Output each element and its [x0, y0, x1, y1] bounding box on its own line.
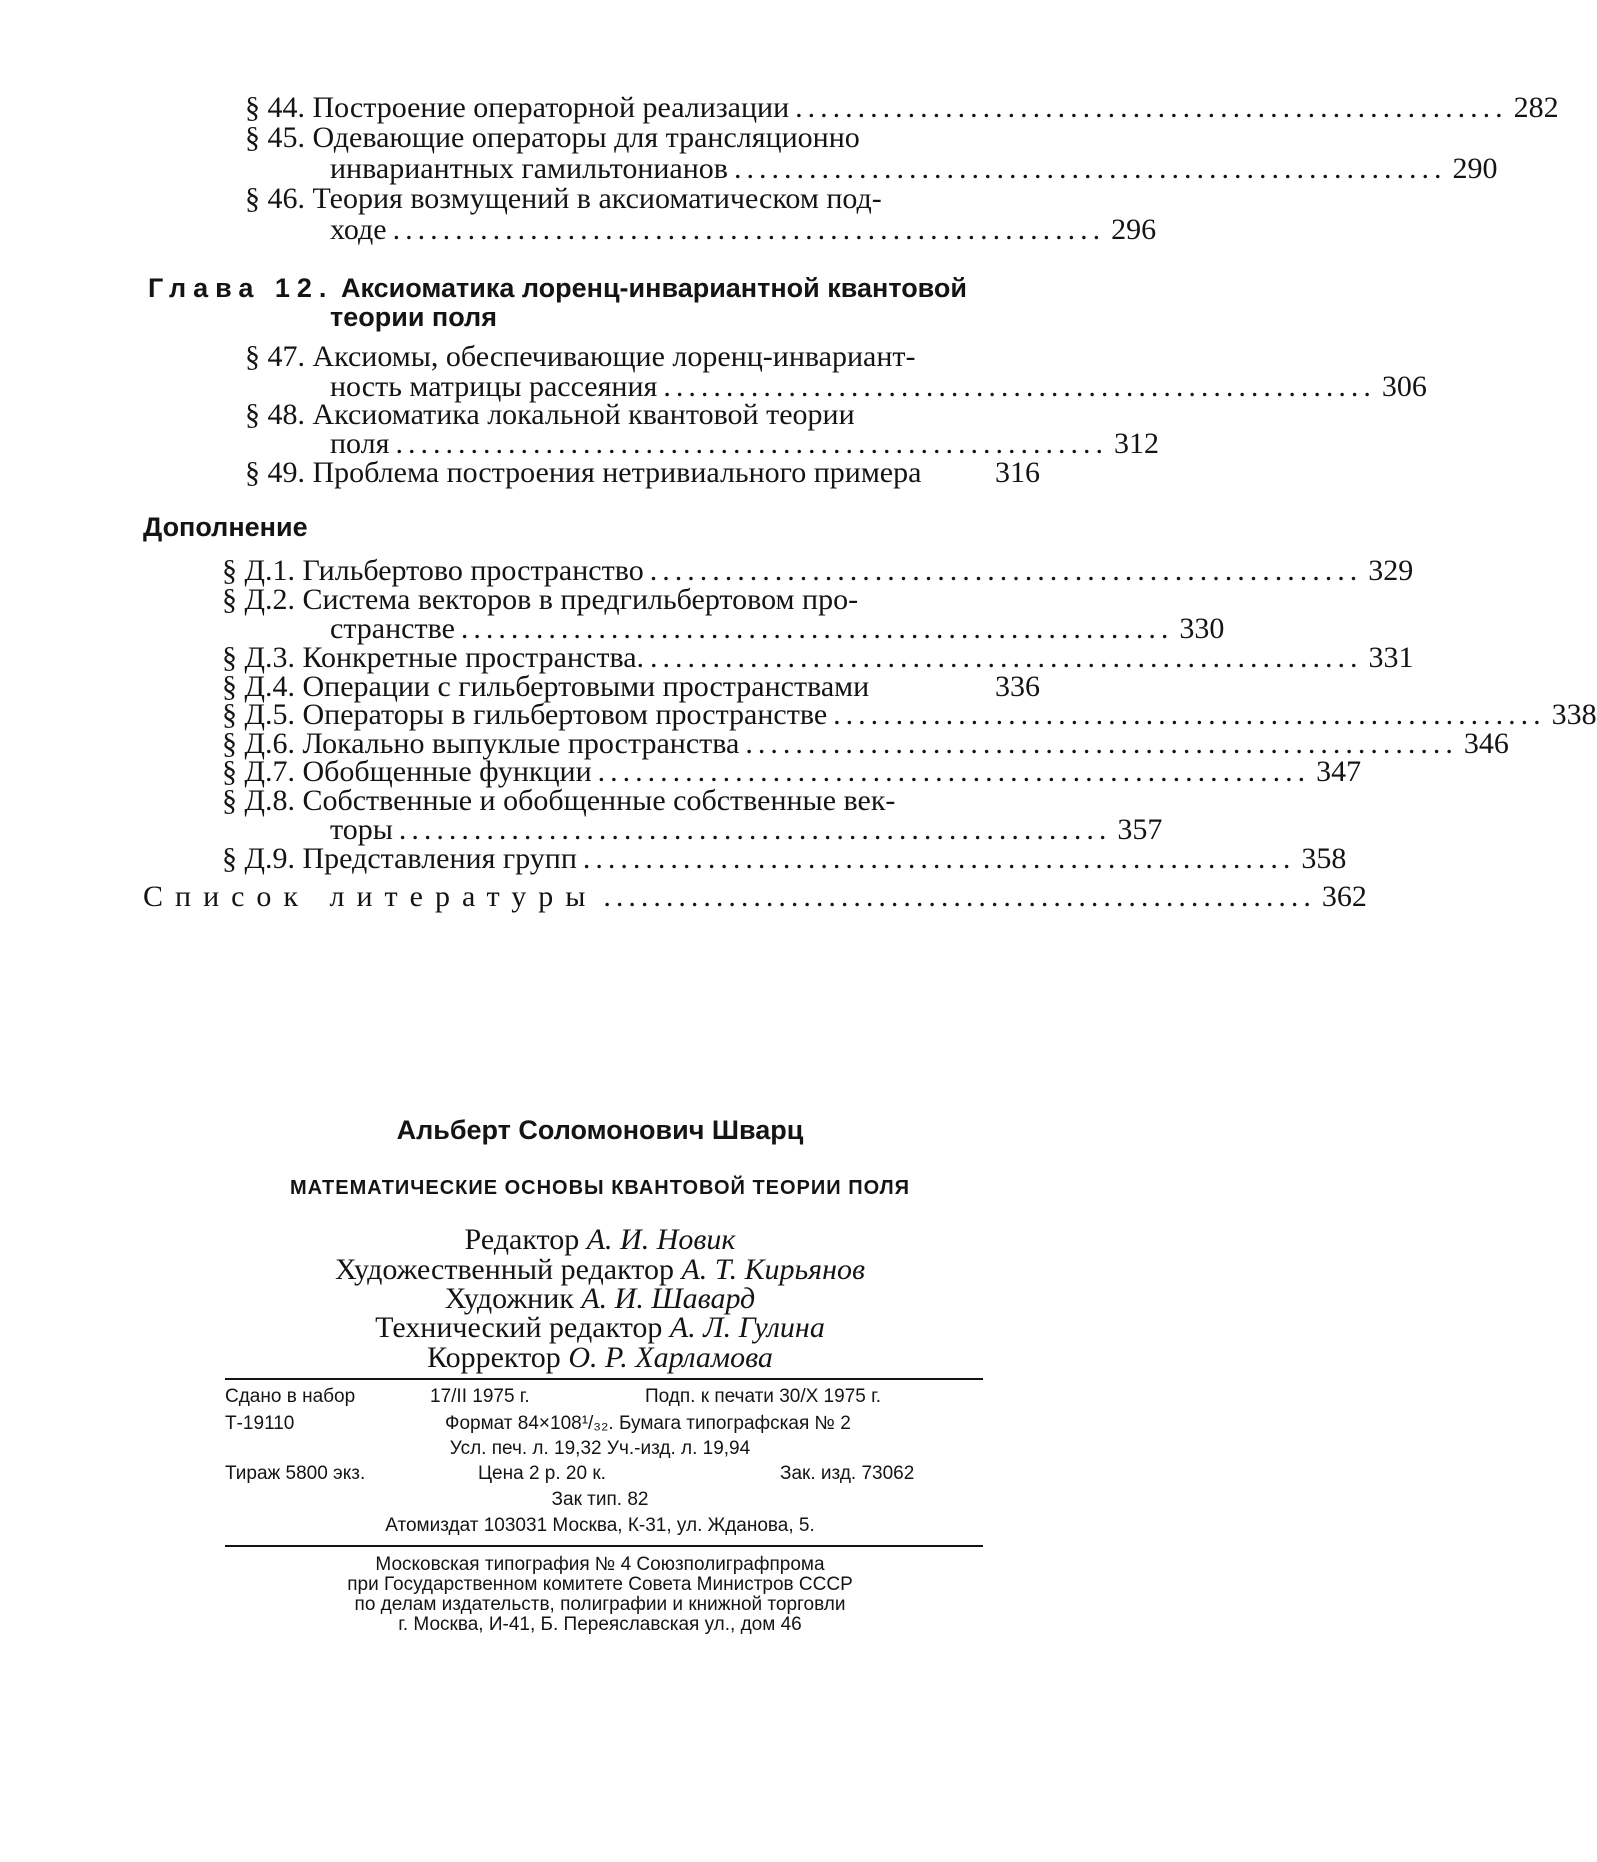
- toc-entry-45-line1: [245, 123, 860, 153]
- toc-entry-d5: [222, 698, 1597, 731]
- printer-line-3: по делам издательств, полиграфии и книжной торговли: [354, 1594, 846, 1615]
- toc-entry-d2-line2: [330, 612, 1225, 645]
- toc-entry-d8-line2: [330, 813, 1163, 846]
- chapter-title-cont: теории поля: [330, 302, 497, 332]
- page-number: 282: [1513, 91, 1559, 124]
- references-title: Список литературы: [143, 880, 598, 913]
- imprint-code: Т-19110: [225, 1413, 295, 1434]
- divider-rule: [225, 1545, 983, 1547]
- chapter-12-heading-line2: [330, 302, 497, 332]
- leader-dots: .........................................................: [650, 641, 1363, 674]
- book-title: МАТЕМАТИЧЕСКИЕ ОСНОВЫ КВАНТОВОЙ ТЕОРИИ ПОЛЯ: [289, 1177, 911, 1199]
- credit-tech-editor: [0, 1313, 1200, 1343]
- section-number: § 46.: [245, 182, 305, 215]
- credit-name: А. Т. Кирьянов: [681, 1253, 866, 1286]
- toc-entry-d8-line1: [222, 786, 895, 816]
- page-number: 296: [1111, 213, 1157, 246]
- section-title: Гильбертово пространство: [302, 554, 644, 587]
- leader-dots: .........................................................: [795, 91, 1508, 124]
- appendix-heading: [143, 512, 308, 542]
- toc-entry-d9: [222, 842, 1347, 875]
- chapter-title: Аксиоматика лоренц-инвариантной квантовой: [340, 273, 968, 303]
- section-title: Операторы в гильбертовом пространстве: [302, 698, 828, 731]
- credit-role: Художник: [444, 1282, 574, 1315]
- leader-dots: .........................................................: [395, 427, 1108, 460]
- imprint-publisher: Атомиздат 103031 Москва, К-31, ул. Жданова, 5.: [385, 1515, 815, 1536]
- page-number: 306: [1381, 370, 1427, 403]
- section-title: Аксиоматика локальной квантовой теории: [312, 398, 855, 431]
- section-title: Локально выпуклые пространства: [302, 727, 740, 760]
- imprint-sent-date: 17/II 1975 г.: [430, 1386, 530, 1407]
- imprint-signed: Подп. к печати 30/X 1975 г.: [645, 1386, 881, 1407]
- section-title: Аксиомы, обеспечивающие лоренц-инвариант-: [312, 340, 916, 373]
- page-number: 290: [1452, 152, 1498, 185]
- imprint-sent-label: Сдано в набор: [225, 1386, 356, 1407]
- toc-entry-d2-line1: [222, 585, 858, 615]
- chapter-12-heading: [148, 273, 967, 303]
- section-title: Представления групп: [302, 842, 577, 875]
- page-number: 329: [1368, 554, 1414, 587]
- section-title-cont: ность матрицы рассеяния: [330, 370, 658, 403]
- credit-role: Корректор: [427, 1341, 561, 1374]
- section-number: § Д.8.: [222, 784, 295, 817]
- credit-art-editor: [0, 1255, 1200, 1285]
- section-number: § Д.2.: [222, 583, 295, 616]
- section-title: Операции с гильбертовыми пространствами: [302, 670, 870, 703]
- section-title: Собственные и обобщенные собственные век-: [302, 784, 896, 817]
- imprint-order-pub: Зак. изд. 73062: [780, 1463, 915, 1484]
- leader-dots: .........................................................: [649, 554, 1363, 587]
- section-title-cont: странстве: [330, 612, 455, 645]
- credit-role: Технический редактор: [375, 1311, 663, 1344]
- credit-role: Художественный редактор: [334, 1253, 674, 1286]
- page-number: 357: [1117, 813, 1163, 846]
- section-number: § 45.: [245, 121, 305, 154]
- section-number: § Д.7.: [222, 755, 295, 788]
- page-number: 358: [1301, 842, 1347, 875]
- printer-line-4: г. Москва, И-41, Б. Переяславская ул., дом 46: [398, 1614, 802, 1635]
- leader-dots: .........................................................: [460, 612, 1174, 645]
- printer-line-1: Московская типография № 4 Союзполиграфпрома: [375, 1554, 825, 1575]
- printer-line-2: при Государственном комитете Совета Министров СССР: [347, 1574, 853, 1595]
- section-title: Проблема построения нетривиального примера: [312, 456, 922, 489]
- toc-entry-45-line2: [330, 152, 1498, 185]
- page-number: 338: [1551, 698, 1597, 731]
- section-number: § 48.: [245, 398, 305, 431]
- section-number: § 47.: [245, 340, 305, 373]
- section-title-cont: поля: [330, 427, 390, 460]
- section-number: § Д.9.: [222, 842, 295, 875]
- section-title-cont: торы: [330, 813, 393, 846]
- toc-entry-d7: [222, 755, 1362, 788]
- page-number: 362: [1321, 880, 1367, 913]
- section-title: Конкретные пространства.: [302, 641, 645, 674]
- section-number: § 44.: [245, 91, 305, 124]
- author-name: Альберт Соломонович Шварц: [396, 1115, 804, 1145]
- page-number: 316: [995, 456, 1040, 489]
- section-title: Система векторов в предгильбертовом про-: [302, 583, 859, 616]
- section-title-cont: ходе: [330, 213, 387, 246]
- imprint-order-print: Зак тип. 82: [551, 1489, 649, 1510]
- toc-entry-references: [143, 880, 1367, 913]
- credit-role: Редактор: [464, 1223, 580, 1256]
- imprint-sheets: Усл. печ. л. 19,32 Уч.-изд. л. 19,94: [449, 1438, 751, 1459]
- toc-entry-46-line1: [245, 184, 882, 214]
- divider-rule: [225, 1378, 983, 1380]
- leader-dots: .........................................................: [392, 213, 1106, 246]
- chapter-label: Глава 12.: [148, 273, 334, 303]
- page-number: 331: [1368, 641, 1414, 674]
- leader-dots: .........................................................: [597, 755, 1311, 788]
- imprint-run: Тираж 5800 экз.: [225, 1463, 366, 1484]
- leader-dots: .........................................................: [663, 370, 1376, 403]
- leader-dots: .........................................................: [733, 152, 1447, 185]
- section-number: § Д.3.: [222, 641, 295, 674]
- credit-name: А. И. Новик: [586, 1223, 736, 1256]
- leader-dots: .........................................................: [398, 813, 1112, 846]
- leader-dots: .........................................................: [603, 880, 1316, 913]
- toc-entry-46-line2: [330, 213, 1157, 246]
- toc-entry-44: [245, 91, 1559, 124]
- leader-dots: .........................................................: [582, 842, 1296, 875]
- imprint-price: Цена 2 р. 20 к.: [478, 1463, 606, 1484]
- toc-entry-47-line1: [245, 342, 916, 372]
- section-number: § Д.6.: [222, 727, 295, 760]
- appendix-label: Дополнение: [143, 512, 308, 542]
- credit-artist: [0, 1284, 1200, 1314]
- page-number: 347: [1316, 755, 1362, 788]
- toc-entry-48-line1: [245, 400, 855, 430]
- page-number: 336: [995, 670, 1040, 703]
- credit-name: А. Л. Гулина: [669, 1311, 825, 1344]
- credit-proofreader: [0, 1343, 1200, 1373]
- page-number: 330: [1179, 612, 1225, 645]
- credit-name: А. И. Шавард: [581, 1282, 756, 1315]
- section-title: Одевающие операторы для трансляционно: [312, 121, 860, 154]
- toc-entry-d1: [222, 554, 1414, 587]
- credit-name: О. Р. Харламова: [568, 1341, 773, 1374]
- section-number: § 49.: [245, 456, 305, 489]
- page-number: 312: [1113, 427, 1159, 460]
- toc-entry-49: [245, 458, 1040, 488]
- leader-dots: .........................................................: [745, 727, 1458, 760]
- leader-dots: .........................................................: [833, 698, 1546, 731]
- credit-editor: [0, 1225, 1200, 1255]
- section-title: Обобщенные функции: [302, 755, 592, 788]
- section-number: § Д.1.: [222, 554, 295, 587]
- imprint-format: Формат 84×108¹/₃₂. Бумага типографская № 2: [445, 1413, 851, 1434]
- section-title: Построение операторной реализации: [312, 91, 790, 124]
- toc-entry-48-line2: [330, 427, 1159, 460]
- section-number: § Д.5.: [222, 698, 295, 731]
- page-number: 346: [1463, 727, 1509, 760]
- section-title-cont: инвариантных гамильтонианов: [330, 152, 728, 185]
- toc-entry-d3: [222, 641, 1414, 674]
- section-title: Теория возмущений в аксиоматическом под-: [312, 182, 882, 215]
- section-number: § Д.4.: [222, 670, 295, 703]
